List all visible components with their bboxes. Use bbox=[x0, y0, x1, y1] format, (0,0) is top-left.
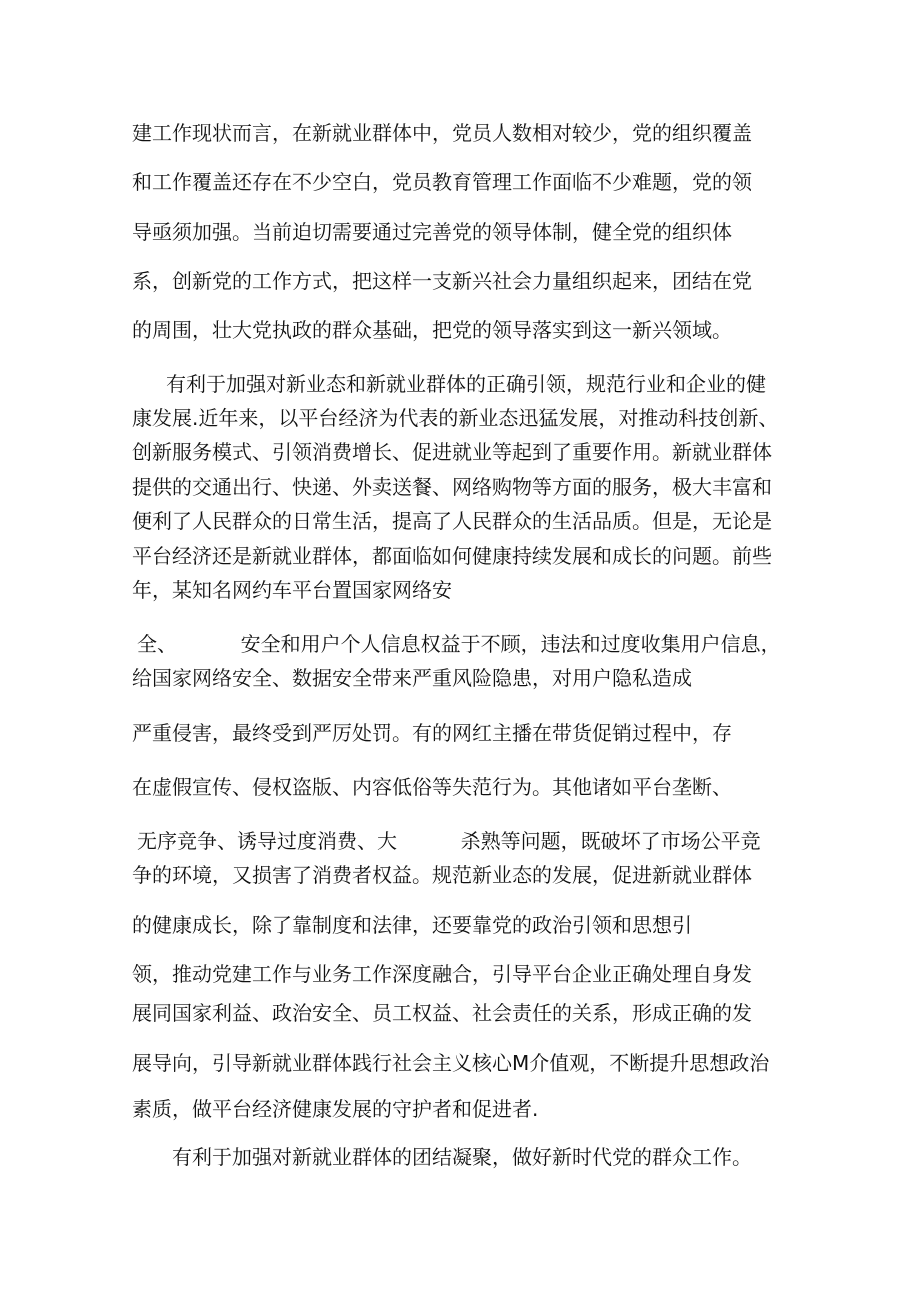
body-text-line: 严重侵害，最终受到严厉处罚。有的网红主播在带货促销过程中，存 bbox=[132, 721, 732, 745]
body-text-line: 给国家网络安全、数据安全带来严重风险隐患，对用户隐私造成 bbox=[132, 666, 692, 690]
body-text-line: 领，推动党建工作与业务工作深度融合，引导平台企业正确处理自身发 bbox=[132, 962, 752, 986]
body-text-line: 的健康成长，除了靠制度和法律，还要靠党的政治引领和思想引 bbox=[132, 913, 692, 937]
body-text-line: 展同国家利益、政治安全、员工权益、社会责任的关系，形成正确的发 bbox=[132, 1001, 752, 1025]
body-text-line: 建工作现状而言，在新就业群体中，党员人数相对较少，党的组织覆盖 bbox=[132, 121, 752, 145]
body-text-line: 系，创新党的工作方式，把这样一支新兴社会力量组织起来，团结在党 bbox=[132, 269, 752, 293]
body-text-line: 导亟须加强。当前迫切需要通过完善党的领导体制，健全党的组织体 bbox=[132, 220, 732, 244]
body-text-line: 康发展.近年来，以平台经济为代表的新业态迅猛发展，对推动科技创新、 bbox=[132, 406, 779, 430]
paragraph-start-line: 有利于加强对新业态和新就业群体的正确引领，规范行业和企业的健 bbox=[166, 372, 766, 396]
body-text-line: 年，某知名网约车平台置国家网络安 bbox=[132, 578, 452, 602]
body-text-line: 争的环境，又损害了消费者权益。规范新业态的发展，促进新就业群体 bbox=[132, 863, 752, 887]
body-text-line: 素质，做平台经济健康发展的守护者和促进者. bbox=[132, 1097, 539, 1121]
paragraph-start-line: 有利于加强对新就业群体的团结凝聚，做好新时代党的群众工作。 bbox=[172, 1145, 752, 1169]
body-text-line: 和工作覆盖还存在不少空白，党员教育管理工作面临不少难题，党的领 bbox=[132, 170, 752, 194]
body-text-line: 展导向，引导新就业群体践行社会主义核心M介值观，不断提升思想政治 bbox=[132, 1051, 770, 1075]
body-text-line: 在虚假宣传、侵权盗版、内容低俗等失范行为。其他诸如平台垄断、 bbox=[132, 775, 732, 799]
body-text-line: 便利了人民群众的日常生活，提高了人民群众的生活品质。但是，无论是 bbox=[132, 509, 772, 533]
body-text-line: 平台经济还是新就业群体，都面临如何健康持续发展和成长的问题。前些 bbox=[132, 544, 772, 568]
body-text-line: 全、 安全和用户个人信息权益于不顾，违法和过度收集用户信息， bbox=[137, 632, 781, 656]
body-text-line: 提供的交通出行、快递、外卖送餐、网络购物等方面的服务，极大丰富和 bbox=[132, 475, 772, 499]
body-text-line: 无序竞争、诱导过度消费、大 杀熟等问题，既破坏了市场公平竞 bbox=[137, 829, 761, 853]
body-text-line: 的周围，壮大党执政的群众基础，把党的领导落实到这一新兴领域。 bbox=[132, 318, 732, 342]
body-text-line: 创新服务模式、引领消费增长、促进就业等起到了重要作用。新就业群体 bbox=[132, 440, 772, 464]
